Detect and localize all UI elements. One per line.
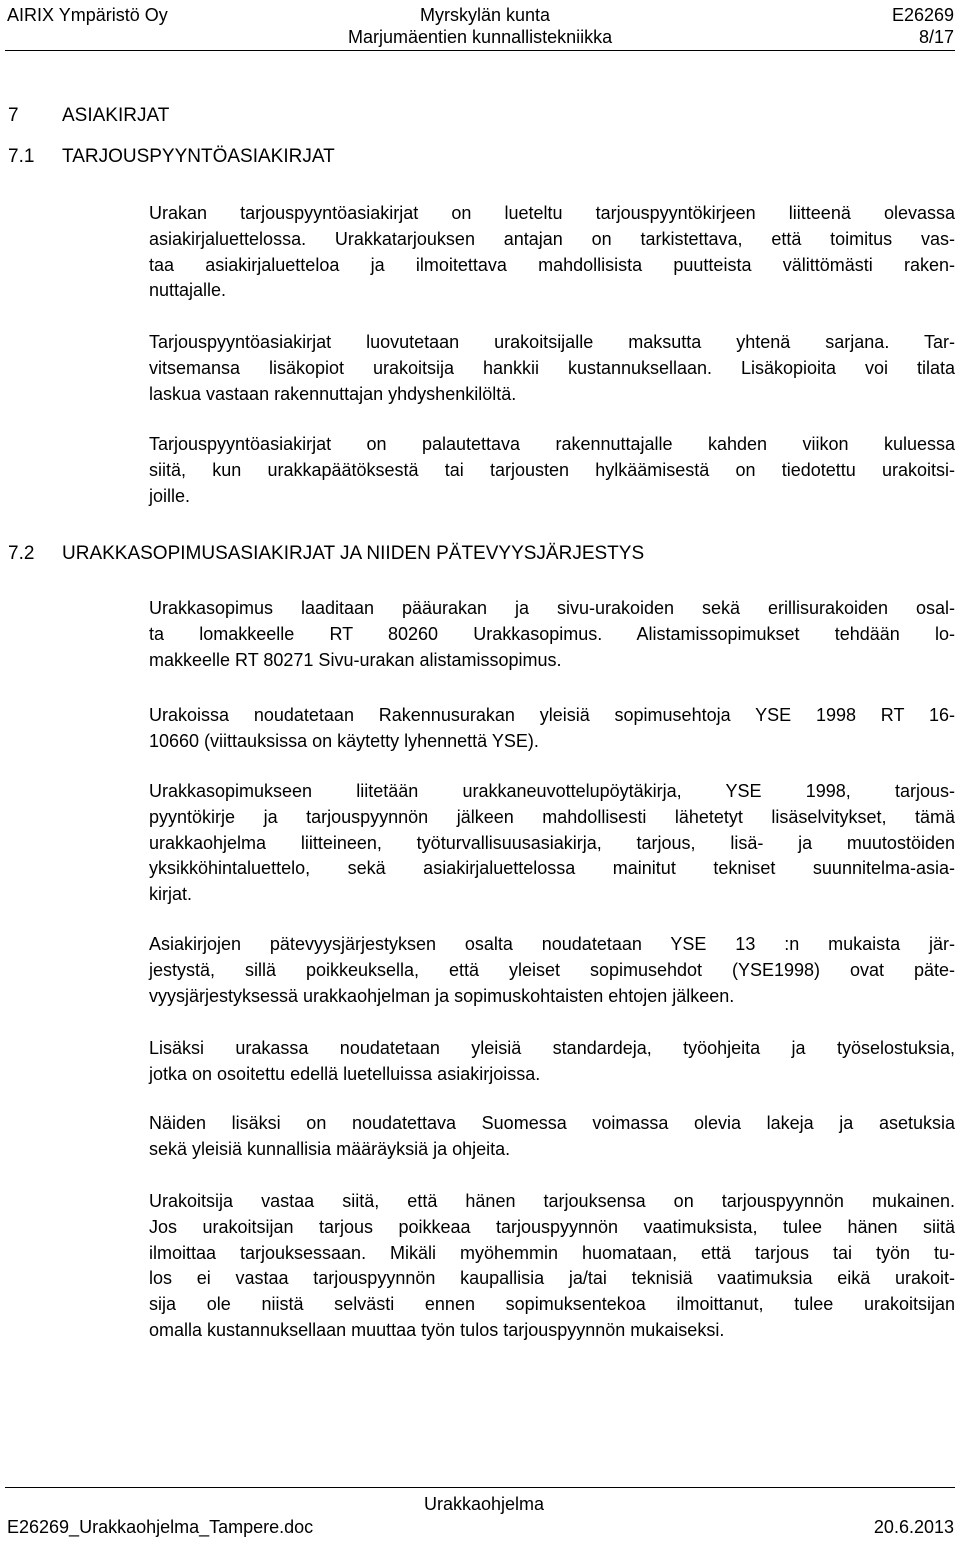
text-line: asiakirjaluettelossa. Urakkatarjouksen antajan on tarkistettava, että toimitus vas- [149,228,955,249]
text-line: Urakkasopimus laaditaan pääurakan ja sivu-urakoiden sekä erillisurakoiden osal- [149,598,955,618]
text-line: laskua vastaan rakennuttajan yhdyshenkilöltä. [149,383,517,404]
paragraph [149,703,955,755]
text-line: 10660 (viittauksissa on käytetty lyhennettä YSE). [149,730,539,751]
footer-filename: E26269_Urakkaohjelma_Tampere.doc [7,1517,314,1537]
paragraph [149,1189,955,1344]
paragraph [149,432,955,509]
paragraph [149,1111,955,1163]
subsection-title: URAKKASOPIMUSASIAKIRJAT JA NIIDEN PÄTEVYYSJÄRJESTYS [62,543,645,564]
header-project-id: E26269 [891,5,954,25]
text-line: jotka on osoitettu edellä luetelluissa asiakirjoissa. [149,1063,541,1084]
text-line: makkeelle RT 80271 Sivu-urakan alistamissopimus. [149,649,562,670]
text-line: omalla kustannuksellaan muuttaa työn tulos tarjouspyynnön mukaiseksi. [149,1319,725,1340]
text-line: joille. [149,485,191,506]
header-subtitle: Marjumäentien kunnallistekniikka [348,27,613,47]
text-line: Lisäksi urakassa noudatetaan yleisiä standardeja, työohjeita ja työselostuksia, [149,1038,955,1058]
paragraph [149,1036,955,1088]
text-line: ilmoittaa tarjouksessaan. Mikäli myöhemmin huomataan, että tarjous tai työn tu- [149,1242,955,1263]
text-line: vyysjärjestyksessä urakkaohjelman ja sopimuskohtaisten ehtojen jälkeen. [149,985,735,1006]
text-line: yksikköhintaluettelo, sekä asiakirjaluettelossa mainitut tekniset suunnitelma-asia- [149,858,955,879]
header-client: Myrskylän kunta [420,5,551,25]
subsection-heading-7-1 [8,145,335,169]
paragraph [149,779,955,908]
header-rule [5,50,955,51]
text-line: Urakan tarjouspyyntöasiakirjat on lueteltu tarjouspyyntökirjeen liitteenä olevassa [149,203,955,223]
footer-rule [5,1487,955,1488]
subsection-title: TARJOUSPYYNTÖASIAKIRJAT [62,146,335,167]
text-line: vitsemansa lisäkopiot urakoitsija hankkii kustannuksellaan. Lisäkopioita voi tilata [149,357,955,378]
subsection-number: 7.2 [8,543,35,564]
text-line: nuttajalle. [149,280,227,301]
text-line: Urakoissa noudatetaan Rakennusurakan yleisiä sopimusehtoja YSE 1998 RT 16- [149,705,955,725]
section-heading [8,104,169,128]
paragraph [149,932,955,1009]
subsection-number: 7.1 [8,146,35,167]
text-line: ta lomakkeelle RT 80260 Urakkasopimus. Alistamissopimukset tehdään lo- [149,623,955,644]
text-line: Tarjouspyyntöasiakirjat on palautettava rakennuttajalle kahden viikon kuluessa [149,434,955,454]
text-line: sekä yleisiä kunnallisia määräyksiä ja ohjeita. [149,1138,511,1159]
text-line: urakkaohjelma liitteineen, työturvallisuusasiakirja, tarjous, lisä- ja muutostöiden [149,832,955,853]
section-number: 7 [8,105,19,126]
text-line: pyyntökirje ja tarjouspyynnön jälkeen mahdollisesti lähetetyt lisäselvitykset, tämä [149,806,955,827]
header-page-number: 8/17 [918,27,954,47]
text-line: Näiden lisäksi on noudatettava Suomessa voimassa olevia lakeja ja asetuksia [149,1113,955,1133]
text-line: jestystä, sillä poikkeuksella, että yleiset sopimusehdot (YSE1998) ovat päte- [149,959,955,980]
text-line: siitä, kun urakkapäätöksestä tai tarjousten hylkäämisestä on tiedotettu urakoitsi- [149,459,955,480]
footer-date: 20.6.2013 [873,1517,954,1537]
text-line: Jos urakoitsijan tarjous poikkeaa tarjouspyynnön vaatimuksista, tulee hänen siitä [149,1216,955,1237]
text-line: Tarjouspyyntöasiakirjat luovutetaan urakoitsijalle maksutta yhtenä sarjana. Tar- [149,332,955,352]
subsection-heading-7-2 [8,542,644,566]
text-line: taa asiakirjaluetteloa ja ilmoitettava mahdollisista puutteista välittömästi raken- [149,254,955,275]
paragraph [149,201,955,304]
section-title: ASIAKIRJAT [62,105,170,126]
text-line: Urakoitsija vastaa siitä, että hänen tarjouksensa on tarjouspyynnön mukainen. [149,1191,955,1211]
text-line: sija ole niistä selvästi ennen sopimuksentekoa ilmoittanut, tulee urakoitsijan [149,1294,955,1315]
text-line: kirjat. [149,884,193,905]
paragraph [149,330,955,407]
text-line: Asiakirjojen pätevyysjärjestyksen osalta noudatetaan YSE 13 :n mukaista jär- [149,934,955,954]
text-line: Urakkasopimukseen liitetään urakkaneuvottelupöytäkirja, YSE 1998, tarjous- [149,781,955,801]
paragraph [149,596,955,673]
header-company: AIRIX Ympäristö Oy [7,5,168,25]
footer-document-title: Urakkaohjelma [424,1494,545,1514]
text-line: los ei vastaa tarjouspyynnön kaupallisia ja/tai teknisiä vaatimuksia eikä urakoit- [149,1268,955,1289]
